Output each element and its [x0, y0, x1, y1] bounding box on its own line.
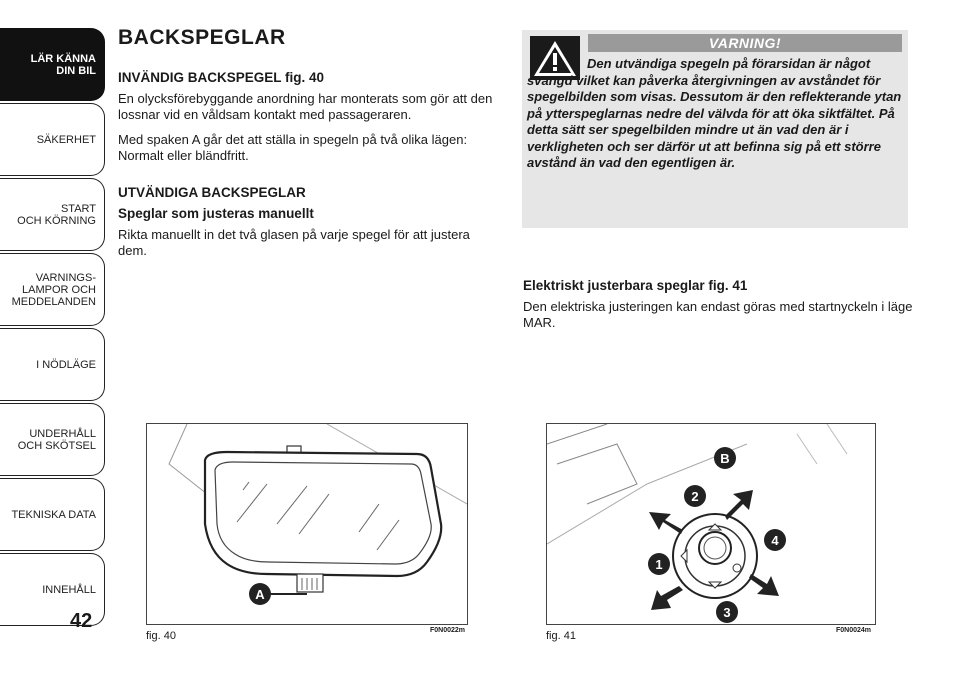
tab-label: UNDERHÅLL OCH SKÖTSEL	[17, 427, 96, 452]
heading-inside-mirror: INVÄNDIG BACKSPEGEL fig. 40	[118, 70, 325, 85]
paragraph: Med spaken A går det att ställa in spegeln på två olika lägen: Normalt eller bländfritt.	[118, 132, 468, 163]
tab-label: TEKNISKA DATA	[11, 508, 96, 521]
tab-label: SÄKERHET	[36, 133, 96, 146]
figure-40-code: F0N0022m	[430, 627, 466, 634]
arrow-icon	[651, 586, 683, 610]
tab-label: I NÖDLÄGE	[36, 358, 96, 371]
callout-1: 1	[655, 557, 663, 572]
tab-start-och-korning[interactable]	[0, 178, 105, 251]
mirror-control-illustration	[547, 424, 875, 624]
figure-41-label: fig. 41	[546, 630, 576, 642]
arrow-icon	[725, 490, 753, 520]
heading-electric-mirrors: Elektriskt justerbara speglar fig. 41	[523, 278, 748, 293]
right-column	[523, 278, 913, 340]
arrow-icon	[749, 574, 779, 596]
paragraph: Den elektriska justeringen kan endast göras med startnyckeln i läge MAR.	[523, 299, 913, 330]
tab-lar-kanna-din-bil[interactable]	[0, 28, 105, 101]
paragraph: Rikta manuellt in det två glasen på varje spegel för att justera dem.	[118, 227, 470, 258]
page-title: BACKSPEGLAR	[118, 26, 286, 49]
chapter-tabs	[0, 28, 105, 628]
tab-label: LÄR KÄNNA DIN BIL	[30, 52, 96, 77]
warning-box	[522, 30, 908, 228]
callout-2: 2	[691, 489, 699, 504]
warning-heading: VARNING!	[588, 34, 902, 52]
tab-tekniska-data[interactable]	[0, 478, 105, 551]
callout-4: 4	[771, 533, 779, 548]
callout-b: B	[720, 451, 730, 466]
tab-i-nodlage[interactable]	[0, 328, 105, 401]
tab-label: INNEHÅLL	[42, 583, 96, 596]
paragraph: En olycksförebyggande anordning har monterats som gör att den lossnar vid en våldsam kontakt med passageraren.	[118, 91, 493, 122]
callout-3: 3	[723, 605, 731, 620]
heading-outside-mirrors: UTVÄNDIGA BACKSPEGLAR	[118, 185, 306, 200]
warning-text: Den utvändiga spegeln på förarsidan är något svängd vilket kan påverka återgivningen av avståndet för spegelbilden som visas. Dessutom är den reflekterande ytan på ytterspeglarnas nedre del välvda för att öka siktfältet. På detta sätt ser spegelbilden mindre ut än vad den är i verkligheten och ser därför ut att befinna sig på ett större avstånd än vad den egentligen är.	[527, 56, 902, 170]
tab-label: START OCH KÖRNING	[17, 202, 96, 227]
figure-41-mirror-control	[546, 423, 876, 625]
tab-varningslampor[interactable]	[0, 253, 105, 326]
tab-underhall[interactable]	[0, 403, 105, 476]
figure-40-label: fig. 40	[146, 630, 176, 642]
callout-a: A	[255, 587, 265, 602]
rearview-mirror-illustration	[147, 424, 467, 624]
heading-manual-mirrors: Speglar som justeras manuellt	[118, 206, 314, 221]
tab-label: VARNINGS- LAMPOR OCH MEDDELANDEN	[11, 271, 96, 308]
page-number: 42	[70, 610, 93, 632]
left-column	[118, 26, 493, 268]
figure-41-code: F0N0024m	[836, 627, 872, 634]
arrow-icon	[649, 512, 683, 534]
tab-sakerhet[interactable]	[0, 103, 105, 176]
figure-40-rearview-mirror	[146, 423, 468, 625]
